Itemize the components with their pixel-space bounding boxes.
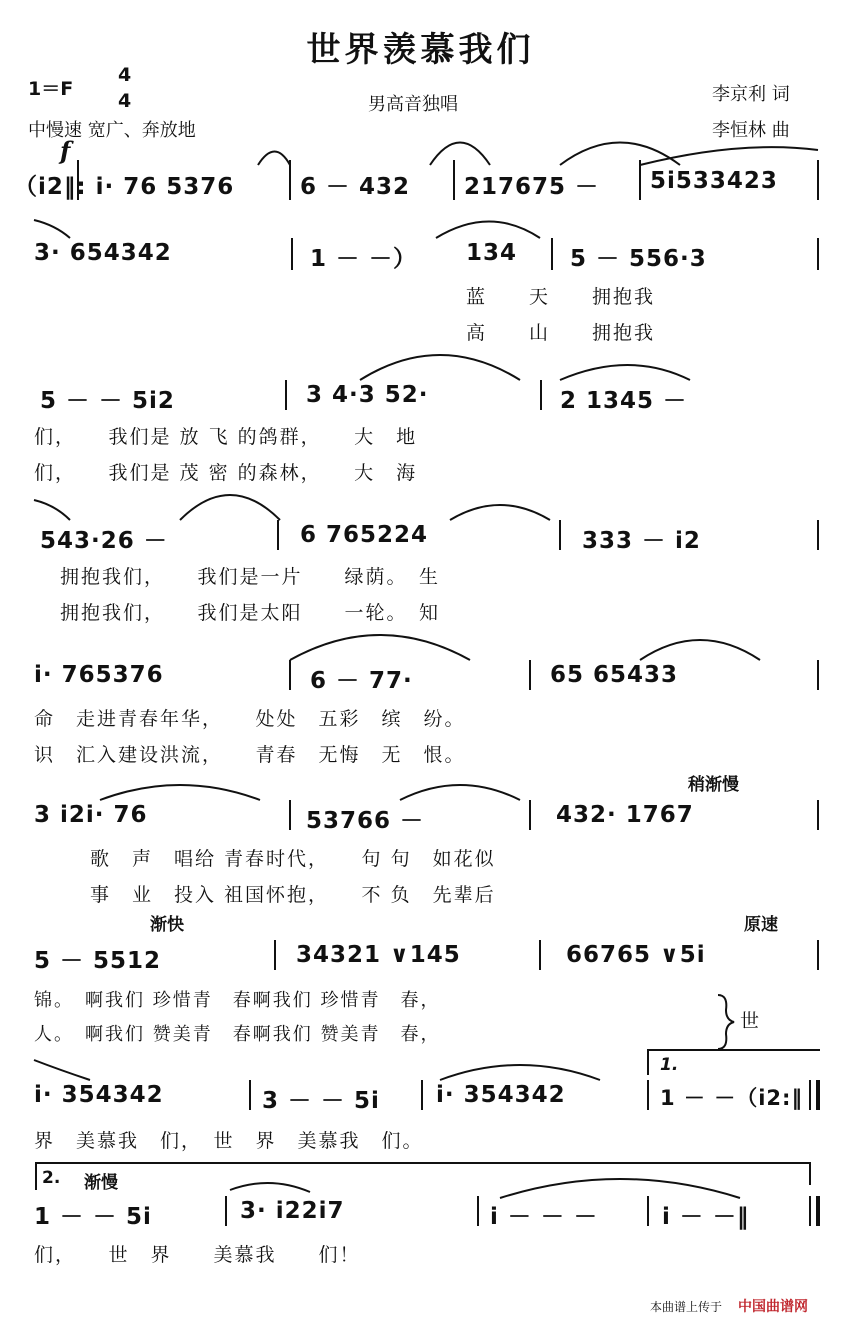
system-4-measure-3: 333 － i2 <box>582 528 701 554</box>
system-2-measure-1: 3· 654342 <box>34 240 172 266</box>
song-title: 世界羡慕我们 <box>306 30 535 70</box>
system-1-measure-4: 5i533423 <box>650 168 778 194</box>
system-1-measure-1: （i2‖: i· 76 5376 <box>14 174 235 200</box>
system-4-measure-2: 6 765224 <box>300 522 429 548</box>
brace-lyric: 世 <box>740 1010 762 1032</box>
system-4-lyric-1: 拥抱我们， 我们是一片 绿荫。 生 <box>60 566 441 588</box>
volta-2-label: 2. <box>42 1168 61 1188</box>
system-7-lyric-2: 人。 啊我们 赞美青 春啊我们 赞美青 春， <box>34 1024 441 1045</box>
system-3-measure-3: 2 1345 － <box>560 388 688 414</box>
system-9-lyric-1: 们， 世 界 美慕我 们！ <box>34 1244 361 1266</box>
time-signature-top: 4 <box>118 64 132 86</box>
system-9-measure-4: i － －‖ <box>662 1204 750 1230</box>
system-8-measure-3: i· 354342 <box>436 1082 566 1108</box>
system-5-measure-3: 65 65433 <box>550 662 679 688</box>
system-9-measure-3: i － － － <box>490 1204 598 1230</box>
system-5-lyric-2: 识 汇入建设洪流， 青春 无悔 无 恨。 <box>34 744 466 766</box>
system-9-measure-2: 3· i22i7 <box>240 1198 345 1224</box>
system-1-measure-3: 217675 － <box>464 174 600 200</box>
key-signature: 1＝F <box>28 78 74 100</box>
system-6-measure-1: 3 i2i· 76 <box>34 802 148 828</box>
system-6-lyric-1: 歌 声 唱给 青春时代， 句 句 如花似 <box>90 848 496 870</box>
system-8-measure-2: 3 － － 5i <box>262 1088 380 1114</box>
footer-upload-text: 本曲谱上传于 <box>650 1300 723 1314</box>
system-2-measure-4: 5 － 556·3 <box>570 246 707 272</box>
system-5-measure-1: i· 765376 <box>34 662 164 688</box>
system-5-lyric-1: 命 走进青春年华， 处处 五彩 缤 纷。 <box>34 708 466 730</box>
system-3-measure-1: 5 － － 5i2 <box>40 388 175 414</box>
system-5-measure-2: 6 － 77· <box>310 668 413 694</box>
system-8-lyric-1: 界 美慕我 们， 世 界 美慕我 们。 <box>34 1130 424 1152</box>
tempo-label: 中慢速 宽广、奔放地 <box>28 120 196 141</box>
volta-1-label: 1. <box>660 1055 679 1075</box>
system-6-lyric-2: 事 业 投入 祖国怀抱， 不 负 先辈后 <box>90 884 496 906</box>
system-2-measure-2: 1 － －） <box>310 246 418 272</box>
lyricist-label: 李京利 词 <box>712 84 790 105</box>
system-7-lyric-1: 锦。 啊我们 珍惜青 春啊我们 珍惜青 春， <box>34 990 441 1011</box>
composer-label: 李恒林 曲 <box>712 120 790 141</box>
rit-mark: 稍渐慢 <box>688 775 739 795</box>
system-8-measure-1: i· 354342 <box>34 1082 164 1108</box>
system-7-measure-3: 66765 ∨5i <box>566 942 706 968</box>
system-4-measure-1: 543·26 － <box>40 528 168 554</box>
system-2-lyric-1: 蓝 天 拥抱我 <box>466 286 656 308</box>
site-logo[interactable]: 中国曲谱网 <box>738 1299 808 1315</box>
system-2-lyric-2: 高 山 拥抱我 <box>466 322 656 344</box>
system-8-measure-4: 1 － －（i2:‖ <box>660 1086 803 1110</box>
system-3-measure-2: 3 4·3 52· <box>306 382 429 408</box>
a-tempo-mark: 原速 <box>744 915 778 935</box>
accel-mark: 渐快 <box>150 915 184 935</box>
system-1-measure-2: 6 － 432 <box>300 174 411 200</box>
system-3-lyric-2: 们， 我们是 茂 密 的森林， 大 海 <box>34 462 418 484</box>
rit-mark-2: 渐慢 <box>84 1173 118 1193</box>
performer-label: 男高音独唱 <box>368 94 458 115</box>
system-6-measure-2: 53766 － <box>306 808 425 834</box>
system-2-measure-3: 134 <box>466 240 518 266</box>
system-7-measure-1: 5 － 5512 <box>34 948 162 974</box>
system-7-measure-2: 34321 ∨145 <box>296 942 461 968</box>
system-3-lyric-1: 们， 我们是 放 飞 的鸽群， 大 地 <box>34 426 418 448</box>
system-6-measure-3: 432· 1767 <box>556 802 694 828</box>
system-4-lyric-2: 拥抱我们， 我们是太阳 一轮。 知 <box>60 602 441 624</box>
system-9-measure-1: 1 － － 5i <box>34 1204 152 1230</box>
dynamic-marking: f <box>60 136 71 165</box>
time-signature-bottom: 4 <box>118 90 132 112</box>
